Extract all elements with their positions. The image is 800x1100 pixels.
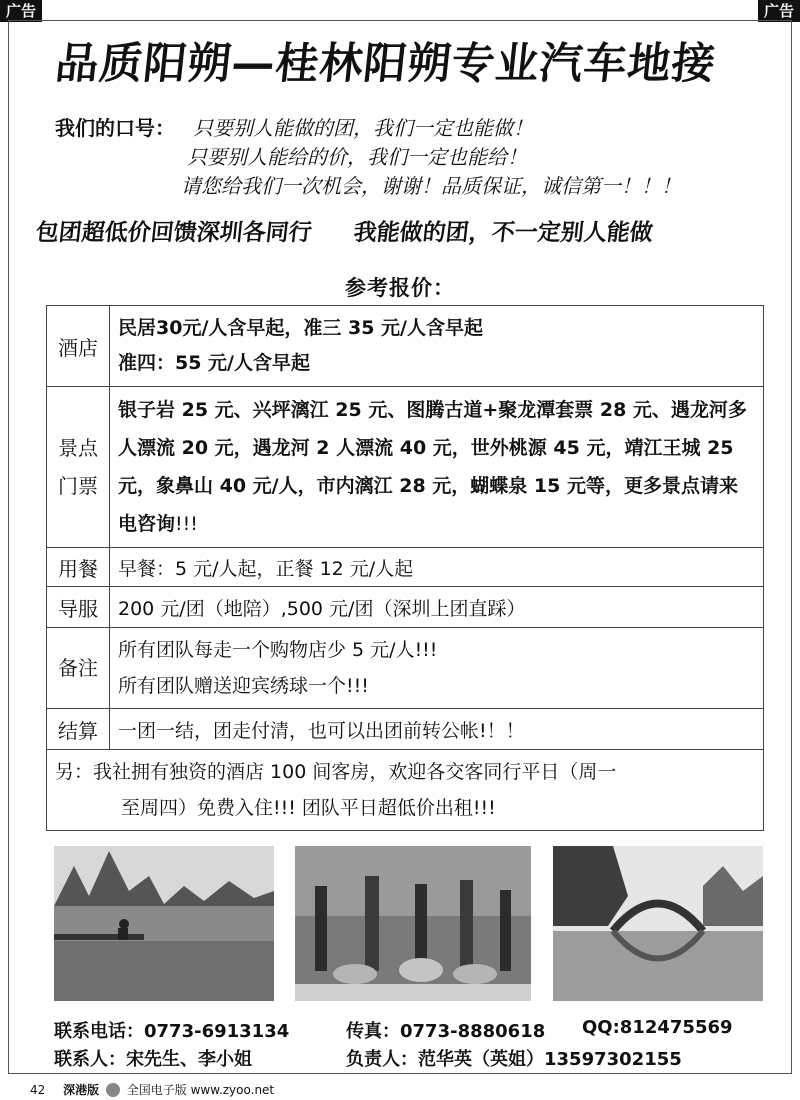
row-tickets [47,387,764,548]
extra-cell [47,750,764,831]
hotel-line-2: 准四：55 元/人含早起 [118,352,310,374]
promo-right: 我能做的团，不一定别人能做 [352,220,655,246]
headline: 品质阳朔—桂林阳朔专业汽车地接 [52,39,719,89]
row-guide [47,587,764,628]
tickets-suffix: !!! [175,513,198,535]
hotel-text [110,306,764,387]
row-meal [47,548,764,587]
hotel-line-1: 民居30元/人含早起，准三 35 元/人含早起 [118,317,483,339]
extra-line-1: 另：我社拥有独资的酒店 100 间客房，欢迎各交客同行平日（周一 [55,761,617,783]
cat-meal: 用餐 [47,548,110,587]
slogan-label: 我们的口号： [55,116,175,140]
cat-note: 备注 [47,628,110,709]
photo-karst-river [54,846,274,1001]
contact-phone: 联系电话：0773-6913134 [54,1021,290,1042]
row-note [47,628,764,709]
ad-tag-right: 广告 [758,0,800,22]
note-cell [110,628,764,709]
page-footer [30,1081,274,1098]
edition-label: 深港版 [63,1083,100,1097]
note-line-2: 所有团队赠送迎宾绣球一个!!! [118,675,369,697]
contact-fax: 传真：0773-8880618 [346,1021,546,1042]
price-title: 参考报价： [345,276,455,300]
photo-totem-path [295,846,531,1001]
tickets-text: 银子岩 25 元、兴坪漓江 25 元、图腾古道+聚龙潭套票 28 元、遇龙河多人漂流 20 元，遇龙河 2 人漂流 40 元，世外桃源 45 元，靖江王城 25 元，象鼻山 40 元/人，市内漓江 28 元，蝴蝶泉 15 元等，更多景点请来电咨询 [118,399,747,535]
contact-person: 联系人：宋先生、李小姐 [54,1049,252,1070]
site-url: 全国电子版 www.zyoo.net [126,1083,275,1097]
settle-text: 一团一结，团走付清，也可以出团前转公帐!！！ [110,709,764,750]
cat-tickets [47,387,110,548]
promo-left: 包团超低价回馈深圳各同行 [34,220,314,246]
cat-hotel: 酒店 [47,306,110,387]
tickets-cell [110,387,764,548]
contact-qq: QQ:812475569 [582,1017,733,1038]
slogan-line-3: 请您给我们一次机会，谢谢！品质保证，诚信第一！！！ [181,174,681,198]
row-extra [47,750,764,831]
tickets-label-2: 门票 [58,474,98,498]
edition-logo-icon [106,1083,120,1097]
contact-manager: 负责人：范华英（英姐）13597302155 [346,1049,682,1070]
cat-guide: 导服 [47,587,110,628]
tickets-label-1: 景点 [58,436,98,460]
guide-text: 200 元/团（地陪）,500 元/团（深圳上团直踩） [110,587,764,628]
row-settle [47,709,764,750]
row-hotel [47,306,764,387]
ad-tag-left: 广告 [0,0,42,22]
slogan-line-1: 只要别人能做的团，我们一定也能做！ [193,116,533,140]
slogan-line-2: 只要别人能给的价，我们一定也能给！ [187,145,527,169]
promo-banner [34,214,767,247]
extra-line-2: 至周四）免费入住!!! 团队平日超低价出租!!! [121,797,496,819]
cat-settle: 结算 [47,709,110,750]
price-table [46,305,764,831]
note-line-1: 所有团队每走一个购物店少 5 元/人!!! [118,639,438,661]
meal-text: 早餐：5 元/人起，正餐 12 元/人起 [110,548,764,587]
page-number: 42 [30,1083,46,1097]
photo-stone-bridge [553,846,763,1001]
